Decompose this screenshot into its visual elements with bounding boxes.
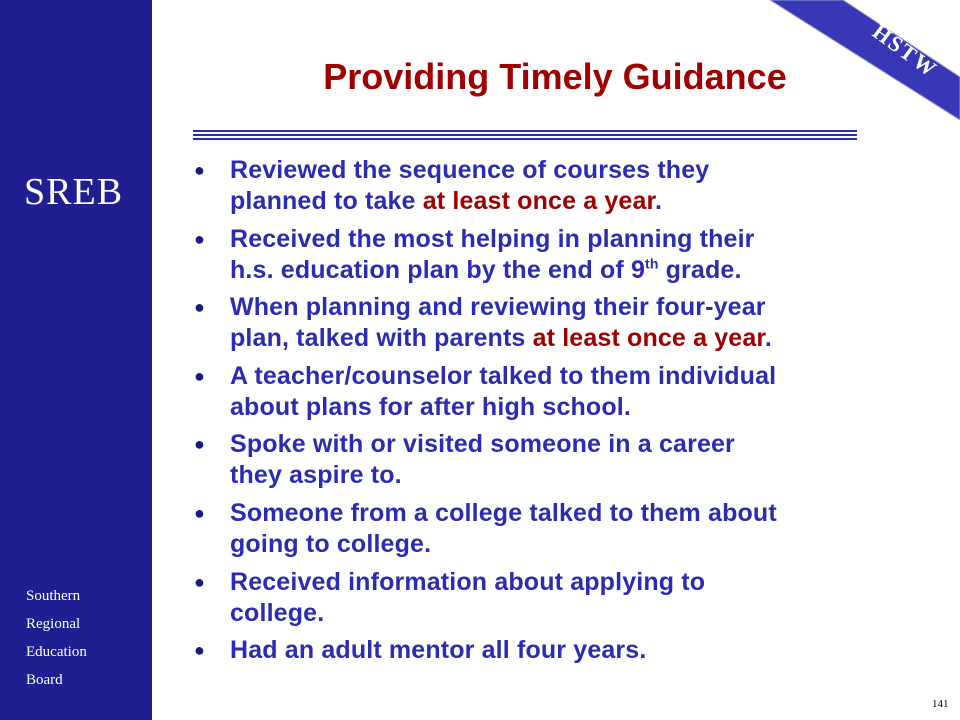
org-name	[26, 582, 87, 694]
title-divider	[193, 130, 857, 140]
org-line: Board	[26, 672, 63, 688]
sreb-logo: SREB	[24, 171, 124, 213]
page-number: 141	[932, 698, 949, 710]
list-item: ● When planning and reviewing their four-year plan, talked with parents at least once a year.	[194, 293, 772, 353]
hstw-tag: HSTW	[868, 18, 943, 83]
highlight-text: at least once a year	[532, 324, 765, 353]
list-item: ● Had an adult mentor all four years.	[194, 636, 647, 665]
highlight-text: at least once a year	[422, 187, 656, 215]
list-item: ● Spoke with or visited someone in a career they aspire to.	[194, 430, 735, 490]
org-line: Regional	[26, 616, 81, 632]
bullet-icon: ●	[194, 297, 206, 318]
list-item: ● Received the most helping in planning their h.s. education plan by the end of 9th grade.	[194, 224, 755, 284]
bullet-icon: ●	[194, 365, 206, 386]
list-item: ● Someone from a college talked to them about going to college.	[194, 498, 777, 558]
list-item: ● Reviewed the sequence of courses they planned to take at least once a year.	[194, 156, 710, 215]
bullet-icon: ●	[194, 160, 206, 180]
page-title: Providing Timely Guidance	[323, 56, 787, 97]
list-item: ● Received information about applying to college.	[194, 567, 706, 627]
list-item: ● A teacher/counselor talked to them individual about plans for after high school.	[194, 361, 777, 421]
bullet-icon: ●	[194, 228, 206, 249]
org-line: Education	[26, 644, 87, 660]
bullet-icon: ●	[194, 434, 206, 455]
bullet-icon: ●	[194, 640, 206, 661]
bullet-icon: ●	[194, 571, 206, 592]
org-line: Southern	[26, 588, 81, 604]
bullet-list	[192, 155, 932, 704]
bullet-icon: ●	[194, 502, 206, 523]
sidebar	[0, 0, 152, 720]
